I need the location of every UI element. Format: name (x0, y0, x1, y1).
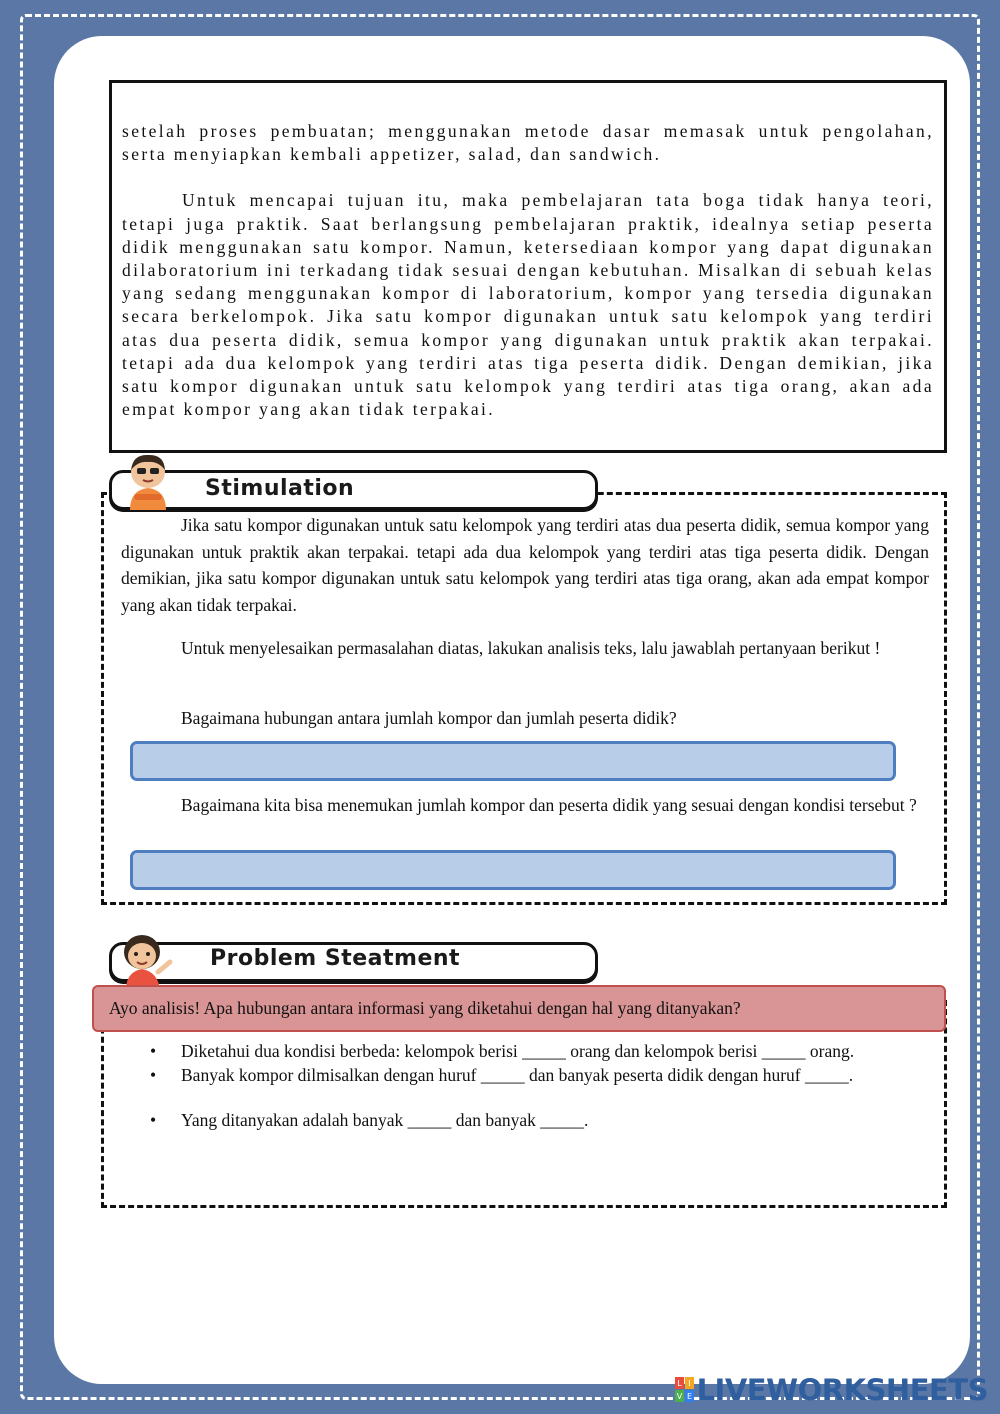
answer-field-1[interactable] (130, 741, 896, 781)
bullet-text: Banyak kompor dilmisalkan dengan huruf _____ dan banyak peserta didik dengan huruf _____. (181, 1064, 854, 1085)
intro-paragraph-2: Untuk mencapai tujuan itu, maka pembelajaran tata boga tidak hanya teori, tetapi juga praktik. Saat berlangsung pembelajaran praktik, idealnya setiap peserta didik menggunakan satu kompor. Namun, ketersediaan kompor yang dapat digunakan dilaboratorium ini terkadang tidak sesuai dengan kebutuhan. Misalkan di sebuah kelas yang sedang menggunakan kompor di laboratorium, kompor yang tersedia digunakan secara berkelompok. Jika satu kompor digunakan untuk satu kelompok yang terdiri atas dua peserta didik, semua kompor yang digunakan untuk praktik akan terpakai. tetapi ada dua kelompok yang terdiri atas tiga peserta didik. Dengan demikian, jika satu kompor digunakan untuk satu kelompok yang terdiri atas tiga orang, akan ada empat kompor yang akan tidak terpakai. (122, 190, 934, 420)
logo-text: LIVEWORKSHEETS (696, 1373, 988, 1407)
svg-text:L: L (676, 1379, 682, 1388)
list-item (150, 1109, 910, 1133)
boy-character-icon (118, 450, 178, 512)
stimulation-paragraph-1: Jika satu kompor digunakan untuk satu kelompok yang terdiri atas dua peserta didik, semua kompor yang digunakan untuk praktik akan terpakai. tetapi ada dua kelompok yang terdiri atas tiga peserta didik. Dengan demikian, jika satu kompor digunakan untuk satu kelompok yang terdiri atas tiga orang, akan ada empat kompor yang akan tidak terpakai. (121, 515, 929, 615)
svg-text:V: V (676, 1392, 682, 1401)
list-item (150, 1040, 910, 1064)
svg-text:I: I (687, 1379, 691, 1388)
analysis-prompt: Ayo analisis! Apa hubungan antara informasi yang diketahui dengan hal yang ditanyakan? (92, 985, 946, 1032)
bullet-icon: • (150, 1041, 157, 1061)
problem-title: Problem Steatment (210, 946, 461, 971)
stimulation-title: Stimulation (205, 476, 355, 501)
stimulation-question-2: Bagaimana kita bisa menemukan jumlah kompor dan peserta didik yang sesuai dengan kondisi tersebut ? (181, 795, 917, 815)
bullet-text: Yang ditanyakan adalah banyak _____ dan banyak _____. (181, 1110, 589, 1130)
liveworksheets-badge-icon (675, 1377, 695, 1403)
liveworksheets-logo (675, 1374, 988, 1406)
list-item (150, 1064, 910, 1088)
answer-field-2[interactable] (130, 850, 896, 890)
bullet-text: Diketahui dua kondisi berbeda: kelompok berisi _____ orang dan kelompok berisi _____ orang. (181, 1041, 855, 1061)
stimulation-paragraph-2: Untuk menyelesaikan permasalahan diatas, lakukan analisis teks, lalu jawablah pertanyaan berikut ! (181, 638, 881, 658)
svg-text:E: E (686, 1392, 692, 1401)
bullet-icon: • (150, 1064, 157, 1085)
bullet-icon: • (150, 1110, 157, 1130)
problem-bullet-list (150, 1040, 910, 1133)
intro-paragraph-1: setelah proses pembuatan; menggunakan metode dasar memasak untuk pengolahan, serta menyiapkan kembali appetizer, salad, dan sandwich. (122, 121, 934, 165)
intro-text-box (109, 80, 947, 453)
stimulation-question-1: Bagaimana hubungan antara jumlah kompor dan jumlah peserta didik? (181, 708, 677, 728)
